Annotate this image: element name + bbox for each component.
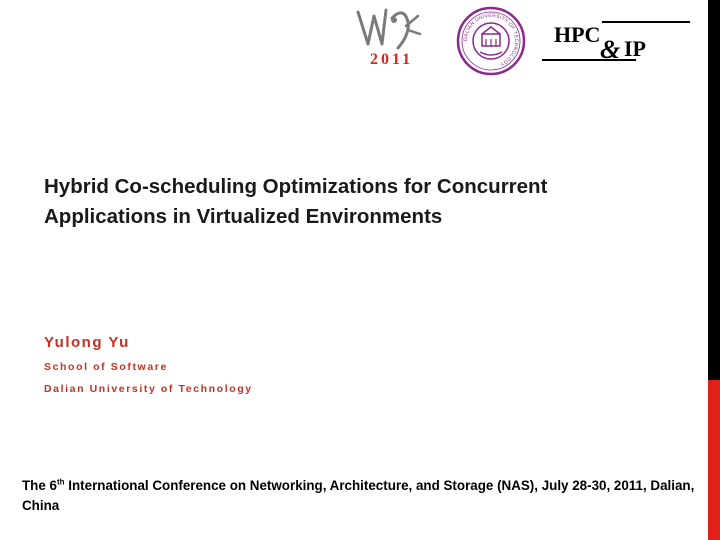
hpcip-hpc: HPC <box>554 22 601 47</box>
hpcip-ampersand: & <box>600 35 621 64</box>
slide-title-line-2: Applications in Virtualized Environments <box>44 205 443 228</box>
conference-prefix: The 6 <box>22 478 57 493</box>
author-name: Yulong Yu <box>44 334 130 351</box>
hpc-ip-logo <box>540 16 692 66</box>
seal-text: DALIAN UNIVERSITY OF TECHNOLOGY <box>462 12 520 68</box>
conference-text: International Conference on Networking, Architecture, and Storage (NAS), July 28-30, 2011, Dalian, China <box>22 478 695 513</box>
side-bar-red <box>708 380 720 540</box>
hpcip-ip: IP <box>624 36 646 61</box>
conference-note <box>22 476 702 516</box>
slide-title <box>44 172 684 232</box>
side-bar-black <box>708 0 720 380</box>
nas-2011-logo <box>348 4 450 68</box>
conference-ordinal-suffix: th <box>56 477 65 487</box>
author-school: School of Software <box>44 361 168 373</box>
author-university: Dalian University of Technology <box>44 383 253 395</box>
nas-2011-year: 2011 <box>370 51 414 68</box>
slide-title-line-1: Hybrid Co-scheduling Optimizations for Concurrent <box>44 175 548 198</box>
university-seal-logo <box>456 6 526 76</box>
